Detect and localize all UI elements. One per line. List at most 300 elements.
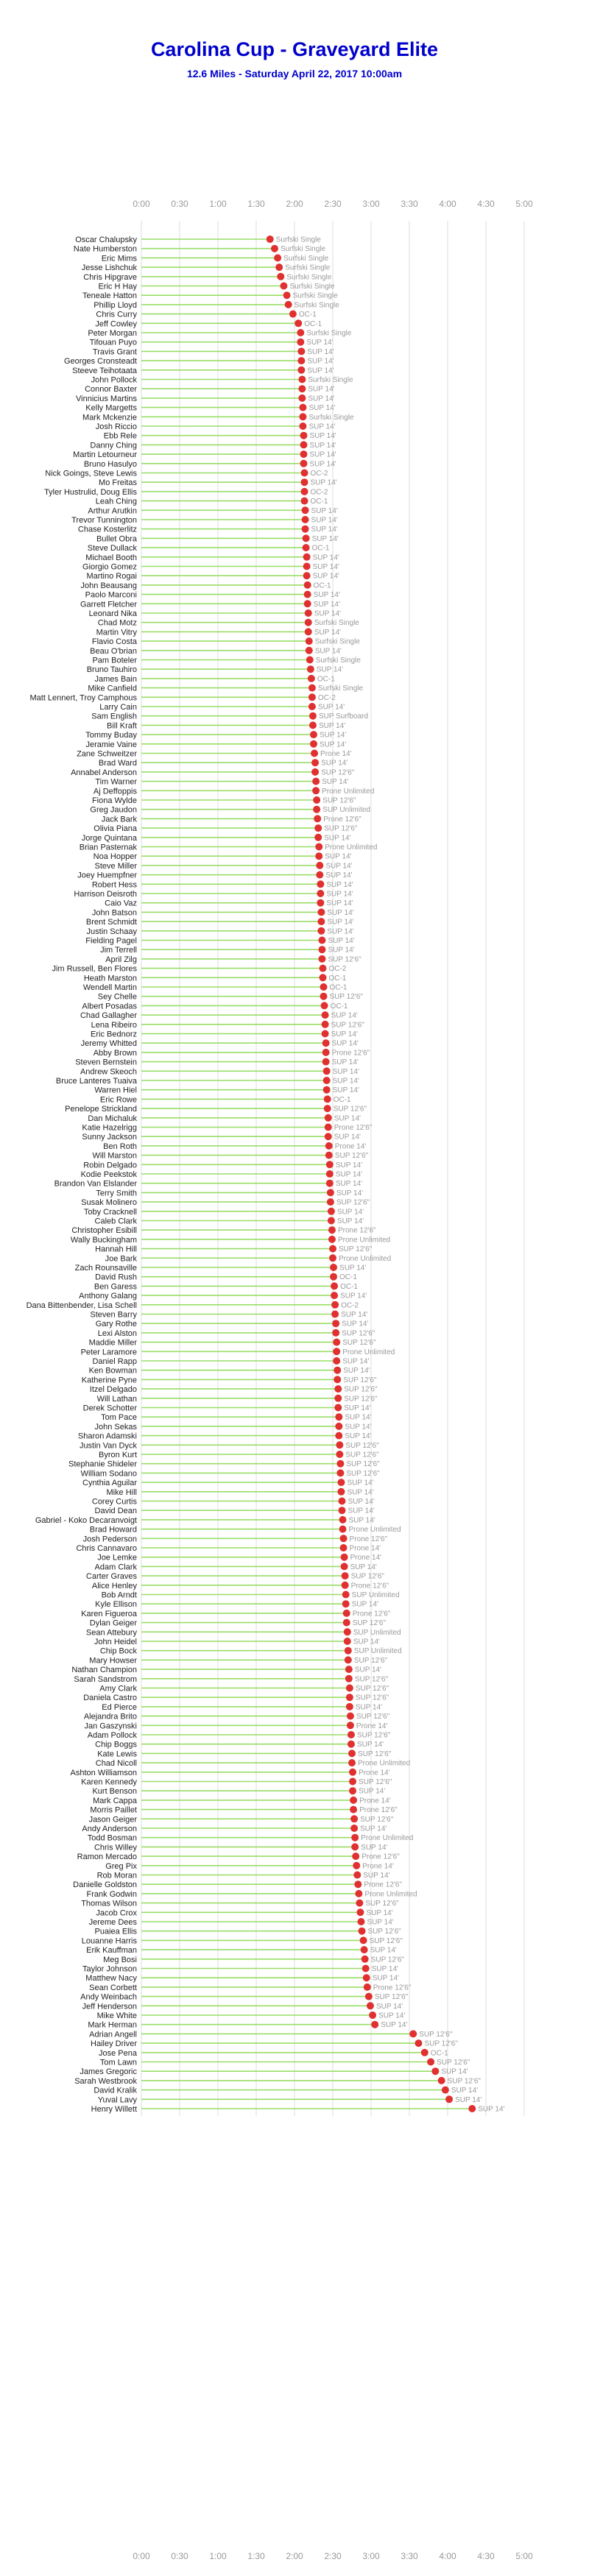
result-row [92, 1152, 368, 1161]
finish-time-point [341, 1554, 348, 1561]
craft-class-label: Prone 14' [362, 1862, 394, 1871]
competitor-name: Danny Ching [90, 441, 137, 450]
result-row [86, 1628, 401, 1637]
finish-time-point [325, 1124, 332, 1131]
competitor-name: Daniela Castro [83, 1694, 137, 1703]
result-row [97, 1872, 390, 1880]
craft-class-label: SUP 14' [318, 721, 346, 730]
finish-time-point [317, 918, 325, 925]
competitor-name: Chad Motz [97, 618, 137, 628]
finish-time-point [339, 1526, 347, 1533]
competitor-name: Will Lathan [96, 1394, 137, 1404]
result-row [82, 1479, 374, 1487]
result-row [82, 1133, 361, 1142]
craft-class-label: SUP 12'6" [329, 993, 363, 1002]
craft-class-label: SUP Surfboard [318, 712, 369, 721]
result-row [76, 1544, 381, 1553]
competitor-name: Taylor Johnson [82, 1964, 137, 1974]
finish-time-point [349, 1778, 356, 1786]
finish-time-point [350, 1797, 357, 1804]
craft-class-label: SUP 12'6" [342, 1339, 376, 1348]
competitor-name: Jeff Cowley [95, 319, 137, 329]
result-row [90, 1385, 378, 1394]
result-row [94, 1049, 370, 1058]
finish-time-point [317, 927, 325, 935]
finish-time-point [342, 1591, 350, 1599]
craft-class-label: Prone 12'6" [359, 1806, 398, 1815]
craft-class-label: Prone 12'6" [364, 1880, 402, 1889]
result-row [73, 450, 336, 459]
craft-class-label: SUP 12'6" [321, 768, 355, 777]
result-row [89, 1984, 412, 1992]
craft-class-label: SUP 14' [331, 1039, 359, 1048]
competitor-name: Todd Bosman [87, 1833, 137, 1843]
result-row [96, 628, 341, 637]
craft-class-label: OC-1 [340, 1282, 358, 1291]
craft-class-label: SUP 14' [314, 647, 342, 656]
finish-time-point [468, 2105, 476, 2112]
competitor-name: Dylan Geiger [89, 1618, 137, 1628]
result-row [84, 1208, 364, 1217]
result-row [95, 778, 348, 787]
craft-class-label: SUP 12'6" [344, 1395, 378, 1404]
competitor-name: Mark Herman [88, 2020, 137, 2030]
craft-class-label: SUP 12'6" [328, 955, 361, 964]
result-row [99, 1685, 389, 1694]
x-tick-label-bottom: 3:30 [401, 2551, 418, 2561]
craft-class-label: SUP 14' [336, 1189, 364, 1197]
craft-class-label: SUP 14' [331, 1011, 358, 1020]
result-row [81, 581, 331, 590]
craft-class-label: SUP 14' [335, 1170, 363, 1179]
result-row [98, 283, 335, 291]
result-row [89, 1815, 394, 1824]
craft-class-label: Prone 12'6" [337, 1226, 376, 1235]
finish-time-point [337, 1479, 345, 1486]
result-row [98, 1329, 375, 1338]
competitor-name: Jeremy Whitted [80, 1039, 137, 1049]
competitor-name: Chris Willey [94, 1843, 137, 1853]
craft-class-label: SUP 12'6" [344, 1385, 378, 1394]
competitor-name: Tommy Buday [85, 731, 137, 740]
craft-class-label: SUP 14' [309, 450, 336, 459]
craft-class-label: SUP 14' [328, 937, 355, 945]
craft-class-label: SUP 14' [372, 1974, 399, 1983]
competitor-name: Brandon Van Elslander [54, 1179, 137, 1189]
finish-time-point [322, 1049, 330, 1056]
craft-class-label: OC-2 [328, 965, 347, 974]
finish-time-point [298, 376, 306, 383]
finish-time-point [302, 506, 309, 514]
finish-time-point [317, 880, 324, 888]
craft-class-label: SUP 14' [345, 1413, 372, 1422]
result-row [88, 506, 337, 515]
result-row [80, 1441, 379, 1450]
result-row [82, 1825, 387, 1833]
finish-time-point [333, 1339, 340, 1346]
competitor-name: Brian Pasternak [79, 843, 137, 852]
finish-time-point [308, 684, 316, 692]
competitor-name: John Sekas [94, 1422, 137, 1432]
competitor-name: Jacob Crox [96, 1908, 137, 1918]
competitor-name: Ben Roth [103, 1142, 137, 1151]
finish-time-point [332, 1320, 339, 1327]
competitor-name: Justin Van Dyck [79, 1441, 137, 1451]
finish-time-point [289, 311, 297, 318]
competitor-name: Eric H Hay [98, 282, 137, 291]
finish-time-point [302, 516, 309, 523]
craft-class-label: SUP 14' [322, 778, 349, 787]
competitor-name: Ramon Mercado [77, 1853, 137, 1862]
finish-time-point [297, 357, 305, 364]
craft-class-label: SUP 12'6" [350, 1572, 384, 1581]
finish-time-point [327, 1189, 334, 1196]
craft-class-label: SUP 14' [345, 1432, 372, 1441]
craft-class-label: Prone 14' [350, 1554, 382, 1563]
competitor-name: Aj Deffoppis [93, 787, 137, 796]
result-row [74, 890, 353, 899]
craft-class-label: Prone Unlimited [325, 843, 378, 852]
craft-class-label: SUP 12'6" [346, 1460, 380, 1469]
competitor-name: Anthony Galang [79, 1292, 137, 1301]
finish-time-point [300, 450, 307, 458]
result-row [68, 1460, 380, 1469]
craft-class-label: SUP 12'6" [424, 2039, 458, 2048]
competitor-name: Erik Kauffman [86, 1946, 137, 1956]
result-row [82, 834, 351, 843]
craft-class-label: SUP 14' [327, 927, 354, 936]
competitor-name: Caio Vaz [105, 899, 137, 908]
craft-class-label: SUP 12'6" [342, 1329, 375, 1338]
finish-time-point [305, 628, 312, 635]
competitor-name: Jeramie Vaine [85, 740, 137, 749]
x-tick-label-top: 0:30 [171, 199, 188, 209]
finish-time-point [325, 1152, 333, 1159]
result-row [92, 1357, 369, 1366]
craft-class-label: Surfski Single [289, 283, 335, 291]
competitor-name: Steve Dullack [87, 544, 137, 553]
x-tick-label-top: 3:30 [401, 199, 418, 209]
finish-time-point [333, 1348, 340, 1355]
finish-time-point [427, 2059, 434, 2066]
result-row [95, 1741, 384, 1749]
result-row [84, 1722, 387, 1730]
finish-time-point [318, 937, 325, 944]
result-row [94, 301, 339, 310]
x-tick-label-top: 4:00 [439, 199, 456, 209]
craft-class-label: SUP 14' [326, 890, 353, 899]
finish-time-point [313, 796, 320, 804]
competitor-name: Greg Pix [105, 1861, 137, 1871]
craft-class-label: SUP 14' [311, 526, 338, 534]
craft-class-label: SUP 14' [317, 703, 345, 712]
competitor-name: Will Marston [92, 1151, 137, 1161]
finish-time-point [318, 946, 325, 953]
craft-class-label: SUP 14' [339, 1264, 367, 1273]
finish-time-point [355, 1890, 362, 1897]
x-tick-label-bottom: 2:00 [286, 2551, 303, 2561]
competitor-name: Steven Bernstein [75, 1058, 137, 1067]
craft-class-label: Surfski Single [308, 413, 354, 422]
finish-time-point [305, 619, 312, 626]
result-row [98, 619, 359, 628]
finish-time-point [351, 1834, 359, 1841]
craft-class-label: SUP 14' [320, 731, 347, 740]
result-row [82, 563, 339, 572]
result-row [95, 862, 353, 871]
craft-class-label: SUP 14' [306, 339, 334, 347]
craft-class-label: SUP 14' [331, 1058, 359, 1067]
result-row [91, 2039, 458, 2048]
competitor-name: Jason Geiger [88, 1815, 137, 1825]
competitor-name: Henry Willett [91, 2105, 137, 2114]
result-row [35, 1516, 375, 1525]
competitor-name: Mark Mckenzie [82, 413, 137, 422]
result-row [102, 1703, 382, 1712]
finish-time-point [336, 1441, 343, 1448]
craft-class-label: OC-1 [330, 1002, 348, 1011]
competitor-name: Phillip Lloyd [94, 300, 137, 310]
craft-class-label: SUP 14' [375, 2002, 403, 2011]
finish-time-point [343, 1610, 350, 1617]
result-row [95, 1600, 378, 1609]
x-tick-label-top: 2:00 [286, 199, 303, 209]
finish-time-point [317, 899, 324, 907]
x-tick-label-top: 1:30 [247, 199, 265, 209]
chart-subtitle: 12.6 Miles - Saturday April 22, 2017 10:00am [186, 68, 403, 79]
craft-class-label: Prone Unlimited [358, 1759, 411, 1768]
craft-class-label: SUP 12'6" [346, 1469, 380, 1478]
competitor-name: Nathan Champion [71, 1666, 137, 1675]
competitor-name: Alice Henley [91, 1581, 137, 1590]
finish-time-point [348, 1749, 356, 1757]
result-row [71, 1666, 381, 1674]
result-row [86, 740, 347, 749]
craft-class-label: Surfski Single [280, 245, 326, 254]
craft-class-label: SUP 14' [355, 1703, 383, 1712]
competitor-name: Chris Hipgrave [83, 272, 137, 282]
result-row [73, 1880, 402, 1889]
competitor-name: Ashton Williamson [70, 1768, 137, 1777]
craft-class-label: SUP 14' [314, 609, 341, 618]
finish-time-point [311, 759, 319, 766]
competitor-name: Sunny Jackson [82, 1133, 137, 1142]
competitor-name: Leonard Nika [88, 609, 137, 618]
result-row [80, 2067, 468, 2076]
finish-time-point [304, 581, 311, 589]
finish-time-point [347, 1722, 354, 1729]
finish-time-point [328, 1208, 335, 1215]
result-row [106, 1488, 373, 1497]
result-row [94, 1843, 388, 1852]
x-tick-label-bottom: 0:30 [171, 2551, 188, 2561]
craft-class-label: SUP 14' [320, 740, 347, 749]
competitor-name: William Sodano [80, 1469, 137, 1479]
competitor-name: Dan Michaluk [88, 1114, 137, 1123]
competitor-name: Eric Mims [101, 254, 137, 263]
competitor-name: Harrison Deisroth [74, 890, 137, 899]
competitor-name: Bruno Hasulyo [83, 459, 137, 469]
craft-class-label: SUP 14' [334, 1133, 361, 1142]
competitor-name: Matt Lennert, Troy Camphous [29, 693, 137, 703]
competitor-name: Jim Terrell [100, 946, 137, 955]
finish-time-point [304, 600, 311, 607]
craft-class-label: SUP 12'6" [345, 1451, 379, 1459]
finish-time-point [442, 2087, 449, 2094]
result-row [97, 1554, 381, 1563]
craft-class-label: SUP 14' [378, 2011, 406, 2020]
finish-time-point [350, 1806, 357, 1814]
finish-time-point [322, 1021, 329, 1028]
finish-time-point [347, 1713, 354, 1720]
finish-time-point [362, 1965, 370, 1972]
result-row [90, 441, 336, 450]
result-row [99, 2049, 448, 2058]
finish-time-point [316, 871, 323, 879]
finish-time-point [342, 1572, 349, 1579]
craft-class-label: SUP 14' [341, 1311, 368, 1319]
result-row [84, 460, 336, 469]
competitor-name: David Kralik [94, 2086, 137, 2095]
competitor-name: Larry Cain [99, 703, 137, 712]
finish-time-point [300, 441, 307, 448]
craft-class-label: Prone 14' [359, 1769, 390, 1777]
competitor-name: Brent Schmidt [85, 918, 137, 927]
finish-time-point [348, 1759, 356, 1766]
competitor-name: Corey Curtis [91, 1497, 137, 1507]
craft-class-label: SUP 12'6" [353, 1656, 388, 1665]
result-row [95, 1245, 373, 1254]
craft-class-label: SUP 14' [370, 1946, 397, 1955]
finish-time-point [359, 1928, 366, 1935]
result-row [96, 1320, 369, 1328]
craft-class-label: SUP Unlimited [351, 1591, 400, 1599]
result-row [83, 1694, 389, 1702]
finish-time-point [342, 1600, 350, 1607]
result-row [82, 263, 331, 272]
craft-class-label: Prone 12'6" [352, 1610, 391, 1618]
finish-time-point [336, 1469, 344, 1476]
competitor-name: Alejandra Brito [83, 1712, 137, 1722]
competitor-name: Amy Clark [99, 1684, 137, 1694]
result-row [96, 422, 336, 431]
competitor-name: Ed Pierce [102, 1702, 137, 1712]
result-row [81, 1348, 395, 1356]
craft-class-label: SUP 14' [354, 1666, 382, 1674]
finish-time-point [308, 693, 316, 701]
finish-time-point [304, 591, 311, 598]
finish-time-point [305, 609, 312, 617]
competitor-name: Gabriel - Koko Decaranvoigt [35, 1515, 137, 1525]
competitor-name: Warren Hiel [94, 1086, 137, 1095]
result-row [92, 657, 361, 665]
finish-time-point [303, 563, 311, 570]
result-row [94, 852, 352, 861]
finish-time-point [274, 254, 281, 261]
x-tick-label-bottom: 1:00 [209, 2551, 227, 2561]
craft-class-label: SUP 14' [310, 478, 337, 487]
competitor-name: Chase Kosterlitz [77, 525, 137, 534]
finish-time-point [333, 1357, 340, 1365]
craft-class-label: SUP 14' [308, 394, 335, 403]
result-row [98, 2095, 482, 2104]
result-row [71, 1769, 390, 1777]
craft-class-label: SUP 14' [335, 1180, 363, 1189]
result-row [94, 1086, 359, 1095]
competitor-name: Zach Rounsaville [74, 1264, 137, 1273]
craft-class-label: SUP 12'6" [367, 1928, 401, 1936]
competitor-name: Kodie Peekstok [80, 1170, 137, 1179]
finish-time-point [301, 488, 308, 495]
finish-time-point [325, 1114, 332, 1122]
craft-class-label: SUP 14' [345, 1423, 372, 1432]
result-row [105, 1862, 394, 1871]
finish-time-point [353, 1862, 360, 1869]
finish-time-point [326, 1170, 334, 1178]
competitor-name: Garrett Fletcher [80, 600, 137, 609]
competitor-name: Tom Pace [101, 1413, 137, 1423]
finish-time-point [267, 236, 274, 243]
finish-time-point [349, 1769, 356, 1776]
finish-time-point [301, 470, 308, 477]
competitor-name: Nick Goings, Steve Lewis [45, 469, 137, 478]
competitor-name: Kate Lewis [97, 1749, 137, 1759]
competitor-name: Bruce Lanteres Tuaiva [55, 1077, 137, 1086]
competitor-name: Teneale Hatton [82, 291, 137, 301]
finish-time-point [329, 1245, 336, 1253]
result-row [81, 1778, 392, 1787]
finish-time-point [364, 1984, 371, 1991]
competitor-name: Adam Clark [94, 1563, 137, 1572]
competitor-name: Robert Hess [91, 880, 137, 890]
finish-time-point [421, 2049, 428, 2056]
result-row [85, 731, 346, 740]
result-row [81, 1610, 391, 1618]
result-row [99, 1451, 379, 1459]
competitor-name: Brad Howard [89, 1525, 137, 1535]
competitor-name: Brad Ward [98, 759, 137, 768]
finish-time-point [346, 1694, 353, 1701]
result-row [88, 684, 363, 693]
craft-class-label: SUP Unlimited [353, 1647, 402, 1656]
finish-time-point [303, 553, 311, 561]
competitor-name: Giorgio Gomez [82, 562, 137, 572]
craft-class-label: SUP 14' [351, 1600, 378, 1609]
craft-class-label: SUP 14' [311, 516, 338, 525]
finish-time-point [360, 1936, 367, 1944]
result-row [85, 937, 354, 946]
competitor-name: Jorge Quintana [81, 833, 137, 843]
finish-time-point [314, 815, 321, 822]
result-row [87, 572, 339, 581]
craft-class-label: SUP 14' [325, 871, 353, 880]
result-row [102, 1591, 400, 1600]
competitor-name: April Zilg [105, 955, 137, 964]
result-row [54, 1180, 362, 1189]
craft-class-label: SUP 12'6" [339, 1245, 373, 1254]
craft-class-label: SUP 14' [326, 880, 353, 889]
x-tick-label-top: 3:00 [362, 199, 380, 209]
result-row [78, 1432, 372, 1441]
result-row [85, 404, 335, 413]
result-row [80, 1067, 359, 1076]
result-row [91, 1021, 365, 1030]
finish-time-point [348, 1741, 355, 1748]
result-row [99, 759, 348, 768]
finish-time-point [431, 2067, 439, 2075]
competitor-name: Stephanie Shideler [68, 1459, 137, 1469]
finish-time-point [311, 768, 319, 776]
